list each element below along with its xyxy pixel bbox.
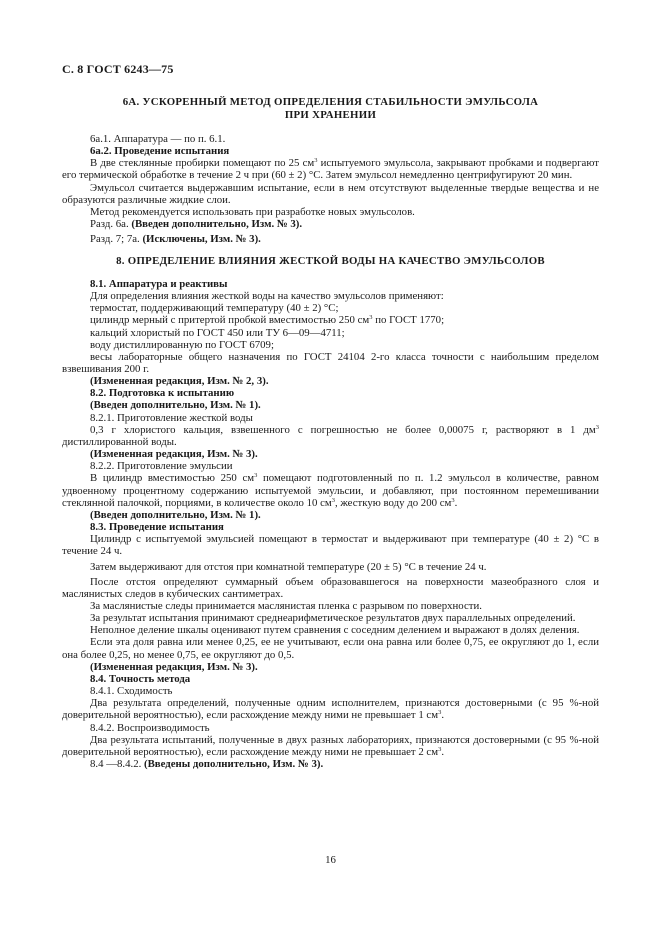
paragraph-8-3-settling: Затем выдерживают для отстоя при комнатной температуре (20 ± 5) °С в течение 24 ч. — [90, 560, 487, 573]
heading-8-4: 8.4. Точность метода — [90, 672, 191, 685]
paragraph-8-2-1-text: 0,3 г хлористого кальция, взвешенного с погрешностью не более 0,00075 г, растворяют в 1 $дм^3$ дистиллированной воды. — [62, 423, 599, 448]
heading-8-4-2: 8.4.2. Воспроизводимость — [90, 721, 210, 734]
amendment-8-2: (Введен дополнительно, Изм. № 1). — [90, 399, 261, 412]
section-6a-title-line1: 6А. УСКОРЕННЫЙ МЕТОД ОПРЕДЕЛЕНИЯ СТАБИЛЬНОСТИ ЭМУЛЬСОЛА — [122, 96, 539, 108]
section-8 — [62, 255, 599, 770]
page-number: 16 — [325, 854, 336, 866]
page-body — [62, 96, 599, 770]
list-item-cylinder: цилиндр мерный с притертой пробкой вместимостью 250 $см^3$ по ГОСТ 1770; — [90, 314, 445, 327]
section-8-title: 8. ОПРЕДЕЛЕНИЕ ВЛИЯНИЯ ЖЕСТКОЙ ВОДЫ НА КАЧЕСТВО ЭМУЛЬСОЛОВ — [116, 255, 545, 268]
paragraph-8-3-rounding: Если эта доля равна или менее 0,25, ее не учитывают, если она равна или более 0,75, ее округляют до 1, если она более 0,25, но менее 0,75, ее округляют до 0,5. — [62, 636, 599, 661]
heading-8-4-1: 8.4.1. Сходимость — [90, 685, 173, 698]
paragraph-8-4-2-text: Два результата испытаний, полученные в двух разных лабораториях, признаются достоверными (с 95 %-ной доверительной вероятностью), если расхождение между ними не превышает 2 $см^3$. — [62, 733, 599, 758]
paragraph-6a-2-text: В две стеклянные пробирки помещают по 25 $см^3$ испытуемого эмульсола, закрывают пробками и подвергают его термической обработке в течение 2 ч при (60 ± 2) °С. Затем эмульсол немедленно центрифугируют 20 мин. — [62, 157, 599, 182]
page-header: С. 8 ГОСТ 6243—75 — [62, 62, 174, 76]
list-item-water: воду дистиллированную по ГОСТ 6709; — [90, 338, 274, 351]
heading-8-3: 8.3. Проведение испытания — [90, 521, 224, 534]
heading-8-2-2: 8.2.2. Приготовление эмульсии — [90, 460, 233, 473]
amendment-8-3: (Измененная редакция, Изм. № 3). — [90, 660, 258, 673]
list-item-calcium-chloride: кальций хлористый по ГОСТ 450 или ТУ 6—09—4711; — [90, 326, 345, 339]
paragraph-8-3-division: Неполное деление шкалы оценивают путем сравнения с соседним делением и выражают в долях деления. — [90, 624, 580, 637]
amendment-6a: Разд. 6а. (Введен дополнительно, Изм. № 3). — [90, 218, 303, 231]
paragraph-8-4-1-text: Два результата определений, полученные одним исполнителем, признаются достоверными (с 95 %-ной доверительной вероятностью), если расхождение между ними не превышает 1 $см^3$. — [62, 697, 599, 722]
list-item-thermostat: термостат, поддерживающий температуру (40 ± 2) °С; — [90, 302, 339, 315]
paragraph-8-2-2-text: В цилиндр вместимостью 250 $см^3$ помещают подготовленный по п. 1.2 эмульсол в количестве, равном удвоенному процентному содержанию испытуемой эмульсии, и добавляют, при постоянном перемешивании стеклянной палочкой, порциями, в количестве около 10 $см^3$, жесткую воду до 200 $см^3$. — [62, 472, 599, 509]
section-6a-title-line2: ПРИ ХРАНЕНИИ — [284, 108, 377, 121]
paragraph-8-3-oily-traces: За маслянистые следы принимается маслянистая пленка с разрывом по поверхности. — [90, 599, 482, 612]
amendment-7: Разд. 7; 7а. (Исключены, Изм. № 3). — [90, 233, 261, 246]
amendment-8-2-1: (Измененная редакция, Изм. № 3). — [90, 448, 258, 461]
section-6a — [62, 96, 599, 245]
list-item-scales: весы лабораторные общего назначения по ГОСТ 24104 2-го класса точности с наибольшим пределом взвешивания 200 г. — [62, 350, 599, 375]
paragraph-6a-criteria: Эмульсол считается выдержавшим испытание, если в нем отсутствуют выделенные твердые вещества и не образуются различные жидкие слои. — [62, 181, 599, 206]
paragraph-8-3-result: За результат испытания принимают среднеарифметическое результатов двух параллельных определений. — [90, 612, 576, 625]
heading-8-2-1: 8.2.1. Приготовление жесткой воды — [90, 411, 253, 424]
amendment-8-1: (Измененная редакция, Изм. № 2, 3). — [90, 375, 269, 388]
paragraph-6a-recommendation: Метод рекомендуется использовать при разработке новых эмульсолов. — [90, 205, 415, 218]
amendment-8-4: 8.4 —8.4.2. (Введены дополнительно, Изм. № 3). — [90, 758, 324, 770]
heading-8-2: 8.2. Подготовка к испытанию — [90, 387, 235, 400]
paragraph-8-3-thermostat: Цилиндр с испытуемой эмульсией помещают в термостат и выдерживают при температуре (40 ± 2) °С в течение 24 ч. — [62, 533, 599, 558]
paragraph-8-3-volume: После отстоя определяют суммарный объем образовавшегося на поверхности мазеобразного слоя и маслянистых следов в кубических сантиметрах. — [62, 575, 599, 600]
heading-8-1: 8.1. Аппаратура и реактивы — [90, 277, 228, 290]
paragraph-6a-1: 6а.1. Аппаратура — по п. 6.1. — [90, 133, 226, 145]
amendment-8-2-2: (Введен дополнительно, Изм. № 1). — [90, 508, 261, 521]
heading-6a-2: 6а.2. Проведение испытания — [90, 145, 230, 158]
paragraph-8-1-intro: Для определения влияния жесткой воды на качество эмульсолов применяют: — [90, 290, 444, 303]
